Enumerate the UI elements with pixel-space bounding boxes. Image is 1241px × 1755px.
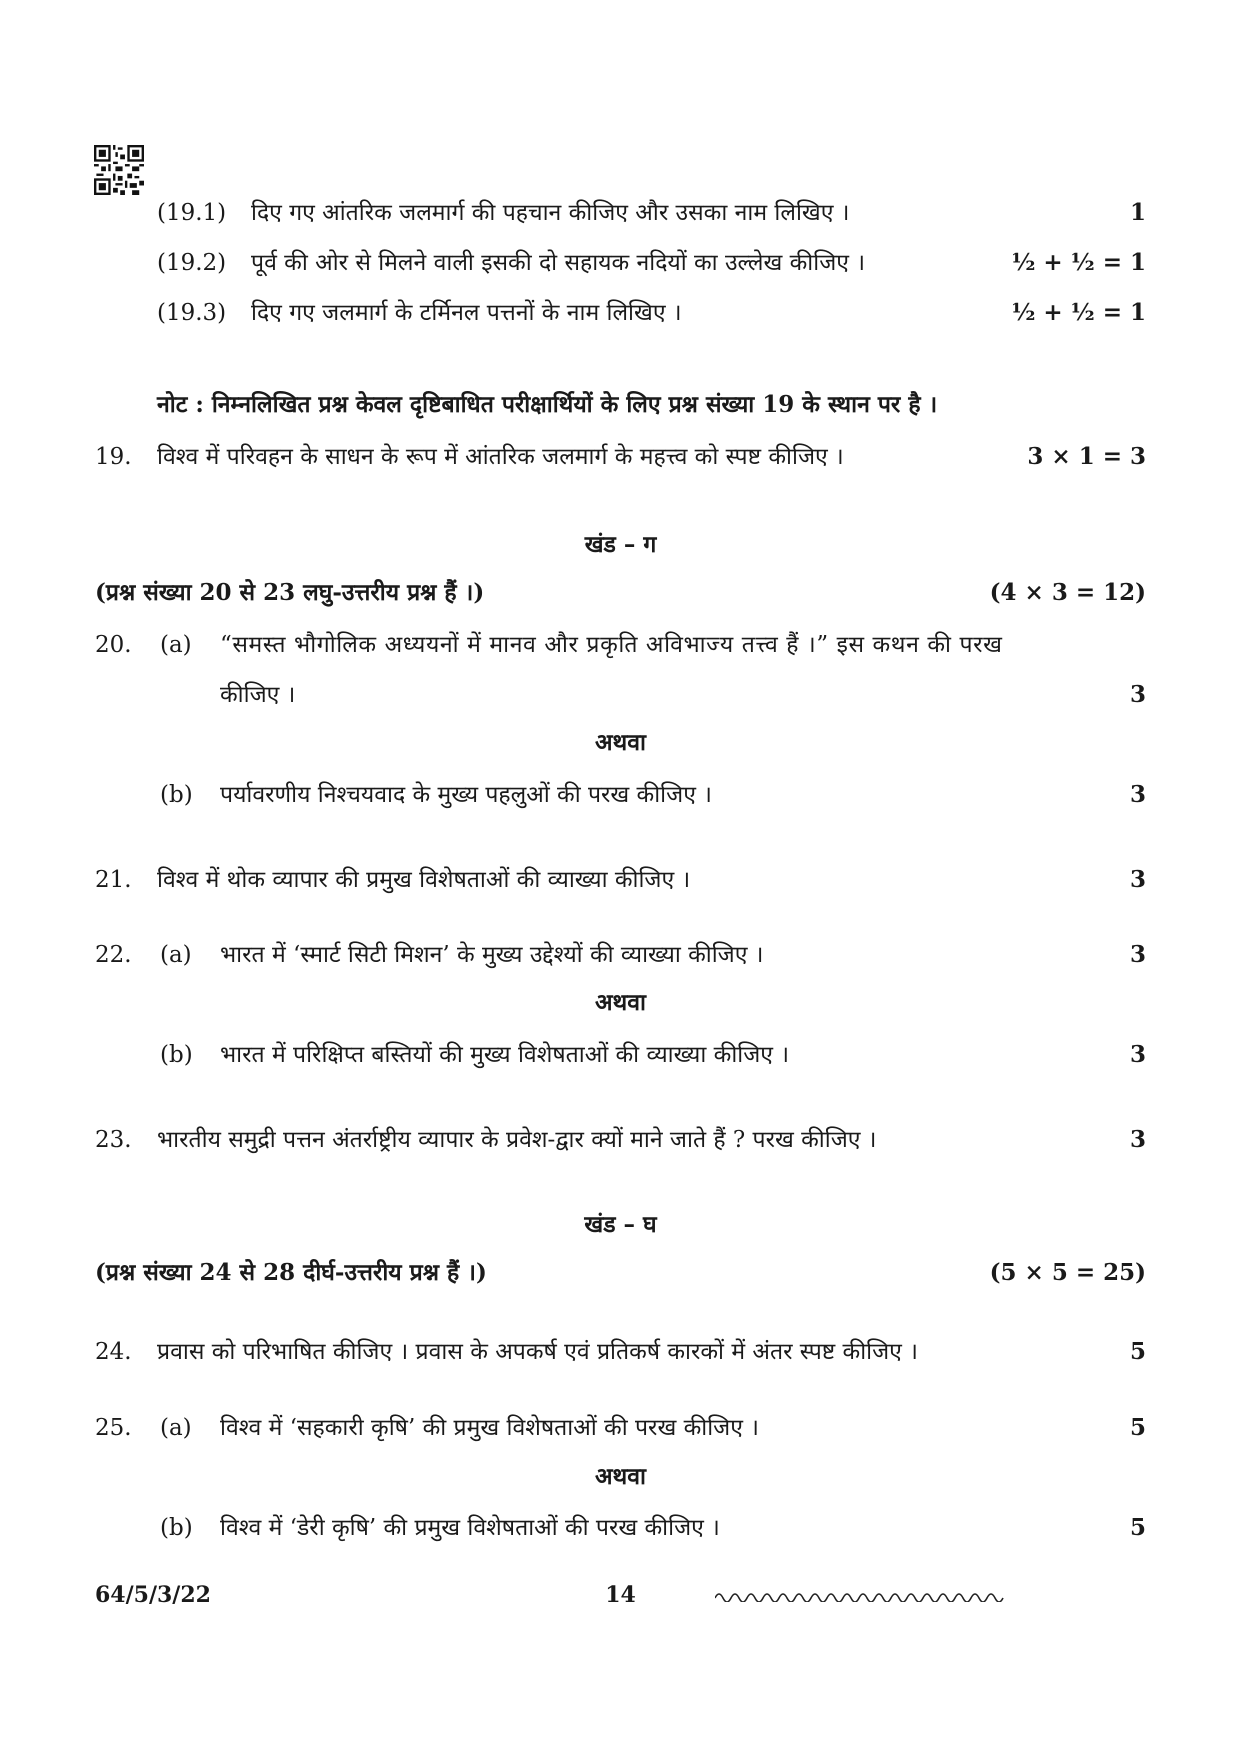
question-text: प्रवास को परिभाषित कीजिए । प्रवास के अपकर्ष एवं प्रतिकर्ष कारकों में अंतर स्पष्ट कीजिए । [157, 1339, 918, 1365]
section-title: खंड – ग [584, 531, 657, 558]
subquestion-number: (19.2) [157, 250, 227, 276]
or-label: अथवा [594, 989, 646, 1016]
question-number: 20. [95, 632, 132, 658]
section-title: खंड – घ [584, 1211, 657, 1238]
subquestion-number: (19.1) [157, 200, 227, 226]
option-label: (a) [160, 942, 192, 968]
marks: 3 [1129, 866, 1146, 893]
marks: 3 [1129, 681, 1146, 708]
option-label: (a) [160, 632, 192, 658]
option-label: (a) [160, 1415, 192, 1441]
or-label: अथवा [594, 729, 646, 756]
option-label: (b) [160, 1042, 193, 1068]
option-label: (b) [160, 1515, 193, 1541]
question-number: 25. [95, 1415, 132, 1441]
question-number: 21. [95, 867, 132, 893]
section-marks: (4 × 3 = 12) [989, 579, 1146, 606]
marks: 5 [1129, 1338, 1146, 1365]
wavy-line-decoration [715, 1588, 1005, 1602]
section-instruction: (प्रश्न संख्या 24 से 28 दीर्घ-उत्तरीय प्रश्न हैं ।) [95, 1259, 487, 1286]
section-instruction: (प्रश्न संख्या 20 से 23 लघु-उत्तरीय प्रश्न हैं ।) [95, 579, 485, 606]
marks: 5 [1129, 1414, 1146, 1441]
subquestion-number: (19.3) [157, 300, 227, 326]
question-text: पर्यावरणीय निश्चयवाद के मुख्य पहलुओं की परख कीजिए । [220, 782, 712, 808]
question-text: विश्व में ‘सहकारी कृषि’ की प्रमुख विशेषताओं की परख कीजिए । [220, 1415, 759, 1441]
marks: 5 [1129, 1514, 1146, 1541]
note-text: नोट : निम्नलिखित प्रश्न केवल दृष्टिबाधित परीक्षार्थियों के लिए प्रश्न संख्या 19 के स्थान पर है । [157, 391, 938, 418]
question-text: विश्व में थोक व्यापार की प्रमुख विशेषताओं की व्याख्या कीजिए । [157, 867, 691, 893]
subquestion-text: दिए गए आंतरिक जलमार्ग की पहचान कीजिए और उसका नाम लिखिए । [251, 200, 850, 226]
question-number: 23. [95, 1127, 132, 1153]
paper-code: 64/5/3/22 [95, 1582, 211, 1608]
question-text: विश्व में परिवहन के साधन के रूप में आंतरिक जलमार्ग के महत्त्व को स्पष्ट कीजिए । [157, 444, 844, 470]
question-text: “समस्त भौगोलिक अध्ययनों में मानव और प्रकृति अविभाज्य तत्त्व हैं ।” इस कथन की परख [220, 632, 1003, 658]
question-text: कीजिए । [220, 682, 296, 708]
question-text: भारत में परिक्षिप्त बस्तियों की मुख्य विशेषताओं की व्याख्या कीजिए । [220, 1042, 790, 1068]
or-label: अथवा [594, 1463, 646, 1490]
subquestion-text: पूर्व की ओर से मिलने वाली इसकी दो सहायक नदियों का उल्लेख कीजिए । [251, 250, 866, 276]
marks: 3 [1129, 1126, 1146, 1153]
question-number: 24. [95, 1339, 132, 1365]
marks: ½ + ½ = 1 [1011, 299, 1146, 326]
subquestion-text: दिए गए जलमार्ग के टर्मिनल पत्तनों के नाम लिखिए । [251, 300, 682, 326]
marks: 3 [1129, 941, 1146, 968]
marks: 3 [1129, 1041, 1146, 1068]
marks: 3 × 1 = 3 [1027, 443, 1146, 470]
option-label: (b) [160, 782, 193, 808]
qr-code-icon [93, 145, 145, 195]
question-number: 19. [95, 444, 132, 470]
section-marks: (5 × 5 = 25) [989, 1259, 1146, 1286]
page-number: 14 [605, 1582, 636, 1608]
marks: ½ + ½ = 1 [1011, 249, 1146, 276]
marks: 1 [1129, 199, 1146, 226]
question-text: विश्व में ‘डेरी कृषि’ की प्रमुख विशेषताओं की परख कीजिए । [220, 1515, 720, 1541]
question-text: भारत में ‘स्मार्ट सिटी मिशन’ के मुख्य उद्देश्यों की व्याख्या कीजिए । [220, 942, 764, 968]
question-number: 22. [95, 942, 132, 968]
marks: 3 [1129, 781, 1146, 808]
question-text: भारतीय समुद्री पत्तन अंतर्राष्ट्रीय व्यापार के प्रवेश-द्वार क्यों माने जाते हैं ? परख कीजिए । [157, 1127, 877, 1153]
